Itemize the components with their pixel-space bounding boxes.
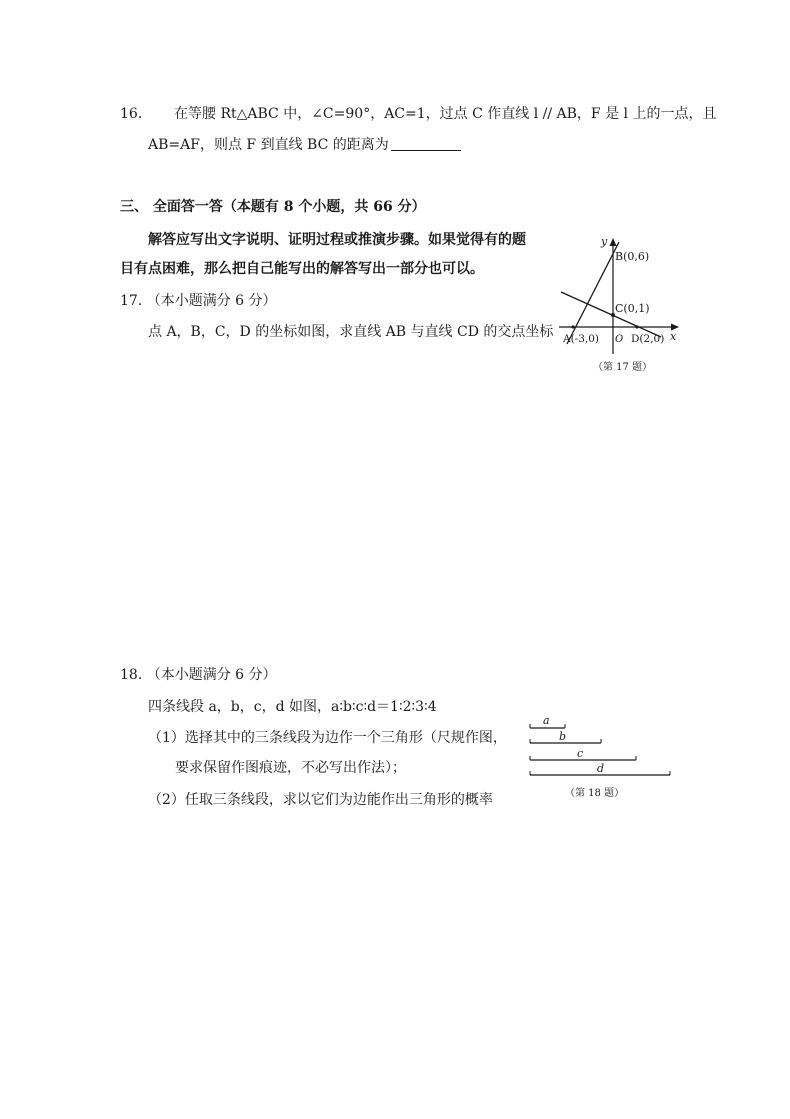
q17-label-o: O bbox=[615, 334, 624, 345]
q18-number: 18. bbox=[120, 667, 143, 683]
q17-header bbox=[120, 291, 277, 311]
section3-heading: 三、 全面答一答（本题有 8 个小题，共 66 分） bbox=[120, 199, 426, 215]
section3-intro-line2: 目有点困难，那么把自己能写出的解答写出一部分也可以。 bbox=[120, 261, 484, 277]
q17-label-y: y bbox=[601, 235, 608, 248]
q18-label-c: c bbox=[577, 747, 584, 760]
q18-text: 四条线段 a，b，c，d 如图，a∶b∶c∶d＝1∶2∶3∶4 bbox=[148, 699, 437, 715]
q18-label-a: a bbox=[543, 714, 550, 727]
q17-y-arrow bbox=[610, 238, 617, 246]
q17-figure bbox=[555, 232, 685, 377]
q18-figure bbox=[525, 710, 675, 805]
q16-line2-wrap bbox=[148, 135, 461, 155]
q17-point-a bbox=[571, 325, 574, 328]
q16-number: 16. bbox=[120, 106, 143, 122]
q17-number: 17. bbox=[120, 293, 143, 309]
q17-text: 点 A，B，C，D 的坐标如图，求直线 AB 与直线 CD 的交点坐标 bbox=[148, 324, 554, 340]
q18-part1-line2: 要求保留作图痕迹，不必写出作法）； bbox=[175, 760, 406, 776]
q17-label-d: D(2,0) bbox=[631, 333, 665, 345]
q18-score: （本小题满分 6 分） bbox=[146, 667, 277, 683]
q18-part2: （2）任取三条线段，求以它们为边能作出三角形的概率 bbox=[148, 792, 493, 808]
q18-label-b: b bbox=[559, 730, 567, 743]
q17-label-x: x bbox=[670, 330, 677, 343]
q18-caption: （第 18 题） bbox=[565, 788, 625, 799]
q16-line2: AB=AF，则点 F 到直线 BC 的距离为 bbox=[148, 137, 389, 153]
q16-line1: 在等腰 Rt△ABC 中，∠C=90°，AC=1，过点 C 作直线 l // AB，F 是 l 上的一点，且 bbox=[174, 106, 717, 122]
q17-line-ab bbox=[567, 242, 619, 344]
q16-answer-blank bbox=[391, 136, 461, 151]
q17-point-d bbox=[635, 325, 638, 328]
q17-label-b: B(0,6) bbox=[615, 250, 650, 263]
section3-intro-line1: 解答应写出文字说明、证明过程或推演步骤。如果觉得有的题 bbox=[148, 232, 526, 248]
q18-label-d: d bbox=[597, 762, 605, 775]
q18-header bbox=[120, 665, 277, 685]
q17-score: （本小题满分 6 分） bbox=[146, 293, 277, 309]
q17-label-a: A(-3,0) bbox=[563, 333, 600, 345]
q17-label-c: C(0,1) bbox=[615, 302, 650, 315]
q17-caption: （第 17 题） bbox=[593, 362, 653, 373]
q18-part1-line1: （1）选择其中的三条线段为边作一个三角形（尺规作图， bbox=[148, 730, 507, 746]
